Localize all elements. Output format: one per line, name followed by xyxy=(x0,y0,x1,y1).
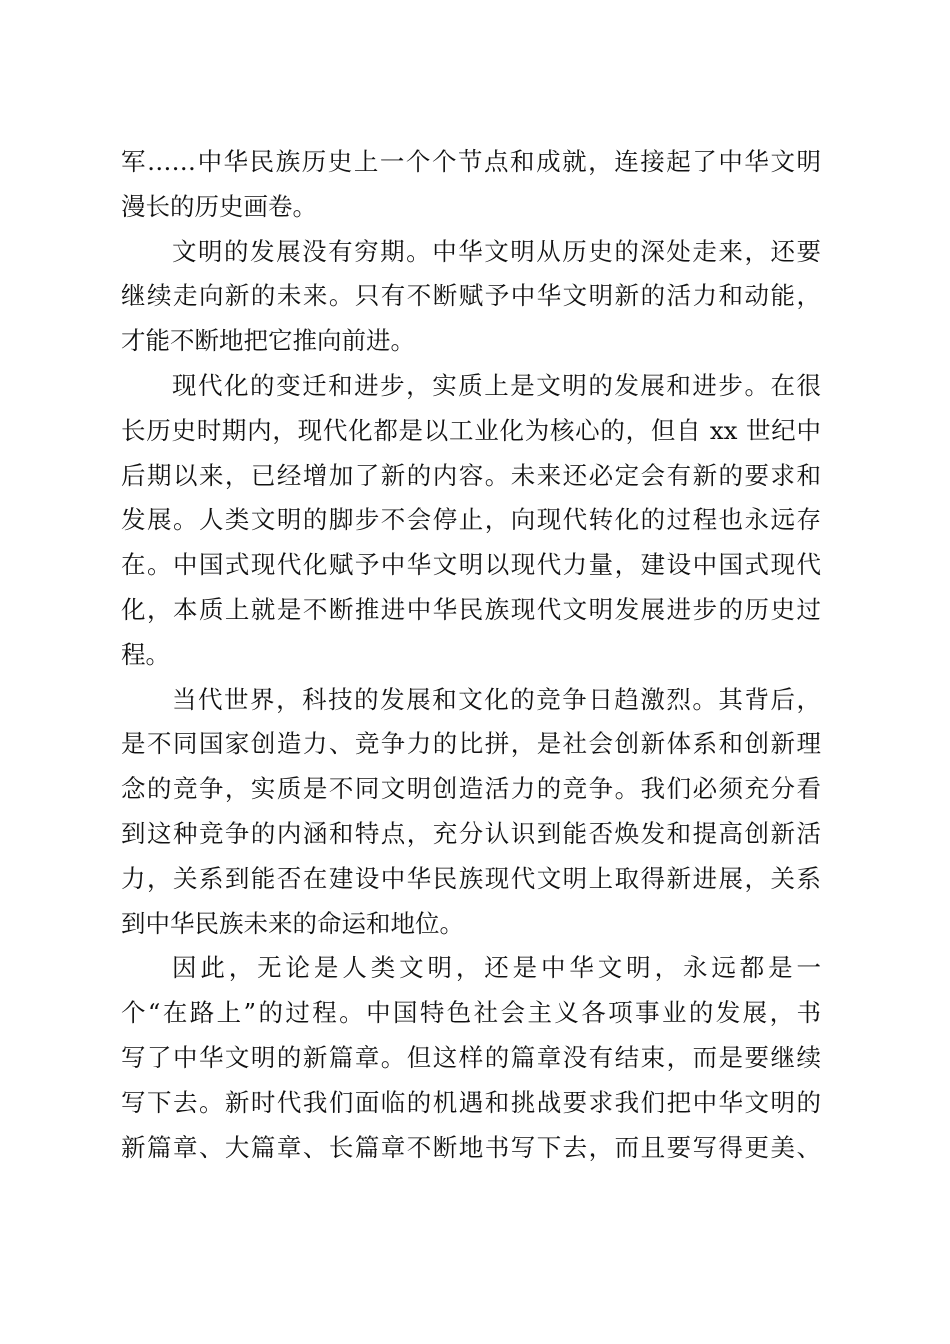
text-line: 是不同国家创造力、竞争力的比拼，是社会创新体系和创新理 xyxy=(121,729,821,759)
text-line: 念的竞争，实质是不同文明创造活力的竞争。我们必须充分看 xyxy=(121,774,821,804)
text-line: 后期以来，已经增加了新的内容。未来还必定会有新的要求和 xyxy=(121,460,821,490)
text-line: 到中华民族未来的命运和地位。 xyxy=(121,908,464,938)
text-line: 才能不断地把它推向前进。 xyxy=(121,326,415,356)
paragraph xyxy=(121,678,821,947)
text-line: 写了中华文明的新篇章。但这样的篇章没有结束，而是要继续 xyxy=(121,1042,821,1072)
text-line: 到这种竞争的内涵和特点，充分认识到能否焕发和提高创新活 xyxy=(121,818,821,848)
text-line: 漫长的历史画卷。 xyxy=(121,191,317,221)
text-line: 发展。人类文明的脚步不会停止，向现代转化的过程也永远存 xyxy=(121,505,821,535)
text-line: 因此，无论是人类文明，还是中华文明，永远都是一 xyxy=(172,953,821,983)
text-line: 力，关系到能否在建设中华民族现代文明上取得新进展，关系 xyxy=(121,863,821,893)
text-line: 个“在路上”的过程。中国特色社会主义各项事业的发展，书 xyxy=(121,998,821,1028)
text-line: 当代世界，科技的发展和文化的竞争日趋激烈。其背后， xyxy=(172,684,821,714)
paragraph xyxy=(121,364,821,678)
text-line: 新篇章、大篇章、长篇章不断地书写下去，而且要写得更美、 xyxy=(121,1132,821,1162)
text-line: 写下去。新时代我们面临的机遇和挑战要求我们把中华文明的 xyxy=(121,1087,821,1117)
text-line: 在。中国式现代化赋予中华文明以现代力量，建设中国式现代 xyxy=(121,550,821,580)
text-line: 程。 xyxy=(121,639,170,669)
text-line: 军……中华民族历史上一个个节点和成就，连接起了中华文明 xyxy=(121,147,821,176)
text-line: 继续走向新的未来。只有不断赋予中华文明新的活力和动能， xyxy=(121,281,821,311)
text-line: 文明的发展没有穷期。中华文明从历史的深处走来，还要 xyxy=(172,236,821,266)
paragraph xyxy=(121,230,821,364)
document-body xyxy=(121,140,821,1170)
paragraph xyxy=(121,140,821,230)
text-line: 化，本质上就是不断推进中华民族现代文明发展进步的历史过 xyxy=(121,594,821,624)
text-line: 长历史时期内，现代化都是以工业化为核心的，但自 xx 世纪中 xyxy=(121,415,821,445)
text-line: 现代化的变迁和进步，实质上是文明的发展和进步。在很 xyxy=(172,370,821,400)
paragraph xyxy=(121,946,821,1170)
